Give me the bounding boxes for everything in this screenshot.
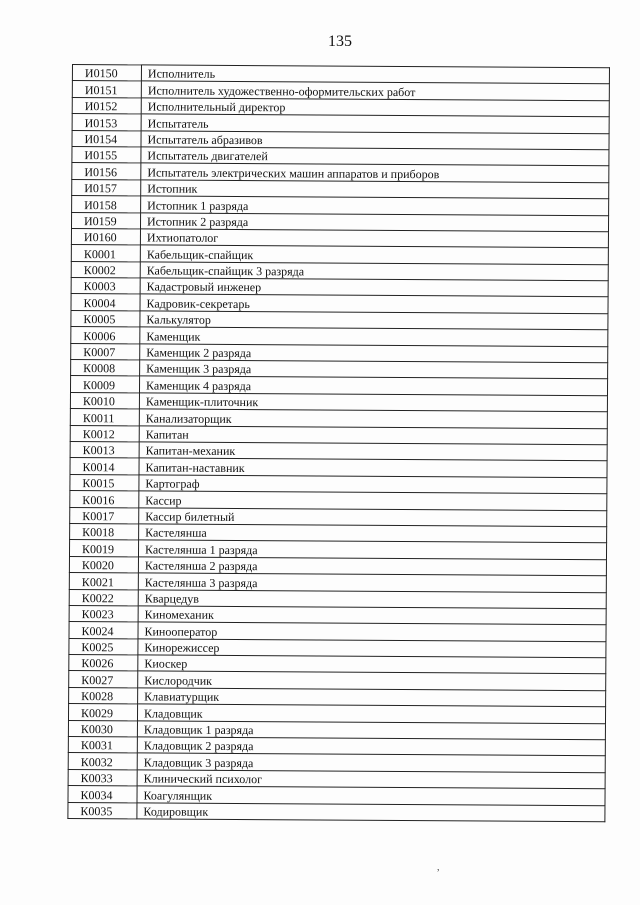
occupation-code-cell: К0027: [69, 671, 138, 688]
occupation-code-cell: К0003: [71, 278, 140, 295]
occupation-code-cell: И0150: [72, 65, 141, 82]
occupation-title-cell: Испытатель электрических машин аппаратов и приборов: [141, 163, 609, 182]
occupation-title-cell: Исполнительный директор: [141, 98, 609, 117]
occupation-title-cell: Кислородчик: [138, 671, 606, 690]
table-row: [68, 802, 605, 822]
occupation-title-cell: Каменщик 3 разряда: [140, 360, 608, 379]
occupation-title-cell: Канализаторщик: [139, 409, 607, 428]
occupation-code-cell: К0011: [70, 409, 139, 426]
occupation-title-cell: Кассир: [139, 491, 607, 510]
occupation-code-cell: К0020: [69, 556, 138, 573]
occupation-title-cell: Капитан-механик: [139, 442, 607, 461]
occupation-code-cell: И0158: [72, 196, 141, 213]
occupation-title-cell: Киномеханик: [138, 606, 606, 625]
occupation-code-cell: К0005: [71, 310, 140, 327]
occupation-title-cell: Калькулятор: [140, 311, 608, 330]
occupation-code-cell: К0017: [70, 507, 139, 524]
occupation-title-cell: Кодировщик: [137, 802, 605, 821]
occupation-code-cell: К0013: [70, 441, 139, 458]
occupation-code-cell: К0001: [71, 245, 140, 262]
occupation-code-cell: К0021: [69, 573, 138, 590]
occupation-title-cell: Кабельщик-спайщик 3 разряда: [140, 262, 608, 281]
occupation-code-cell: К0024: [69, 622, 138, 639]
occupation-title-cell: Истопник 2 разряда: [140, 212, 608, 231]
occupation-codes-body: [68, 65, 610, 822]
occupation-code-cell: К0019: [69, 540, 138, 557]
occupation-title-cell: Испытатель абразивов: [141, 130, 609, 149]
occupation-code-cell: К0007: [71, 343, 140, 360]
occupation-title-cell: Кастелянша 2 разряда: [138, 557, 606, 576]
occupation-title-cell: Кладовщик 3 разряда: [137, 753, 605, 772]
occupation-code-cell: И0155: [72, 146, 141, 163]
occupation-title-cell: Каменщик: [140, 327, 608, 346]
occupation-title-cell: Исполнитель: [141, 65, 609, 84]
occupation-code-cell: К0006: [71, 327, 140, 344]
occupation-code-cell: К0032: [68, 753, 137, 770]
occupation-code-cell: К0030: [68, 720, 137, 737]
occupation-title-cell: Картограф: [139, 475, 607, 494]
occupation-code-cell: К0009: [70, 376, 139, 393]
occupation-code-cell: К0016: [70, 491, 139, 508]
occupation-title-cell: Кладовщик 2 разряда: [137, 737, 605, 756]
occupation-code-cell: И0153: [72, 114, 141, 131]
occupation-code-cell: К0023: [69, 605, 138, 622]
occupation-code-cell: К0025: [69, 638, 138, 655]
occupation-code-cell: К0014: [70, 458, 139, 475]
occupation-code-cell: И0156: [72, 163, 141, 180]
occupation-code-cell: К0022: [69, 589, 138, 606]
occupation-title-cell: Ихтиопатолог: [140, 229, 608, 248]
occupation-code-cell: К0033: [68, 769, 137, 786]
occupation-code-cell: И0159: [71, 212, 140, 229]
occupation-title-cell: Клавиатурщик: [138, 688, 606, 707]
occupation-code-cell: К0008: [71, 360, 140, 377]
occupation-code-cell: К0034: [68, 786, 137, 803]
occupation-title-cell: Испытатель: [141, 114, 609, 133]
occupation-title-cell: Кварцедув: [138, 589, 606, 608]
occupation-title-cell: Кабельщик-спайщик: [140, 245, 608, 264]
occupation-title-cell: Коагулянщик: [137, 786, 605, 805]
occupation-title-cell: Каменщик 4 разряда: [139, 376, 607, 395]
occupation-code-cell: К0031: [68, 737, 137, 754]
occupation-title-cell: Кладовщик 1 разряда: [137, 721, 605, 740]
occupation-code-cell: К0002: [71, 261, 140, 278]
occupation-title-cell: Испытатель двигателей: [141, 147, 609, 166]
occupation-code-cell: И0152: [72, 97, 141, 114]
occupation-title-cell: Киоскер: [138, 655, 606, 674]
occupation-code-cell: К0035: [68, 802, 137, 819]
occupation-code-cell: И0154: [72, 130, 141, 147]
occupation-code-cell: И0160: [71, 228, 140, 245]
occupation-title-cell: Истопник 1 разряда: [141, 196, 609, 215]
occupation-code-cell: К0029: [68, 704, 137, 721]
occupation-title-cell: Каменщик-плиточник: [139, 393, 607, 412]
occupation-code-cell: К0026: [69, 655, 138, 672]
occupation-title-cell: Исполнитель художественно-оформительских работ: [141, 81, 609, 100]
occupation-codes-table: [67, 64, 610, 822]
occupation-code-cell: И0157: [72, 179, 141, 196]
occupation-title-cell: Истопник: [141, 180, 609, 199]
occupation-title-cell: Капитан: [139, 426, 607, 445]
occupation-code-cell: К0018: [70, 523, 139, 540]
occupation-code-cell: К0015: [70, 474, 139, 491]
occupation-title-cell: Кассир билетный: [139, 507, 607, 526]
occupation-title-cell: Кинооператор: [138, 622, 606, 641]
occupation-code-cell: К0028: [69, 687, 138, 704]
occupation-title-cell: Кадастровый инженер: [140, 278, 608, 297]
occupation-code-cell: И0151: [72, 81, 141, 98]
occupation-title-cell: Кадровик-секретарь: [140, 294, 608, 313]
scan-speck: ,: [437, 862, 440, 873]
page-number: 135: [328, 33, 352, 50]
occupation-title-cell: Каменщик 2 разряда: [140, 344, 608, 363]
occupation-title-cell: Кастелянша 1 разряда: [138, 540, 606, 559]
occupation-title-cell: Кладовщик: [137, 704, 605, 723]
occupation-title-cell: Кастелянша: [139, 524, 607, 543]
occupation-code-cell: К0010: [70, 392, 139, 409]
occupation-title-cell: Клинический психолог: [137, 770, 605, 789]
occupation-code-cell: К0012: [70, 425, 139, 442]
occupation-code-cell: К0004: [71, 294, 140, 311]
occupation-title-cell: Кинорежиссер: [138, 639, 606, 658]
occupation-title-cell: Кастелянша 3 разряда: [138, 573, 606, 592]
occupation-title-cell: Капитан-наставник: [139, 458, 607, 477]
